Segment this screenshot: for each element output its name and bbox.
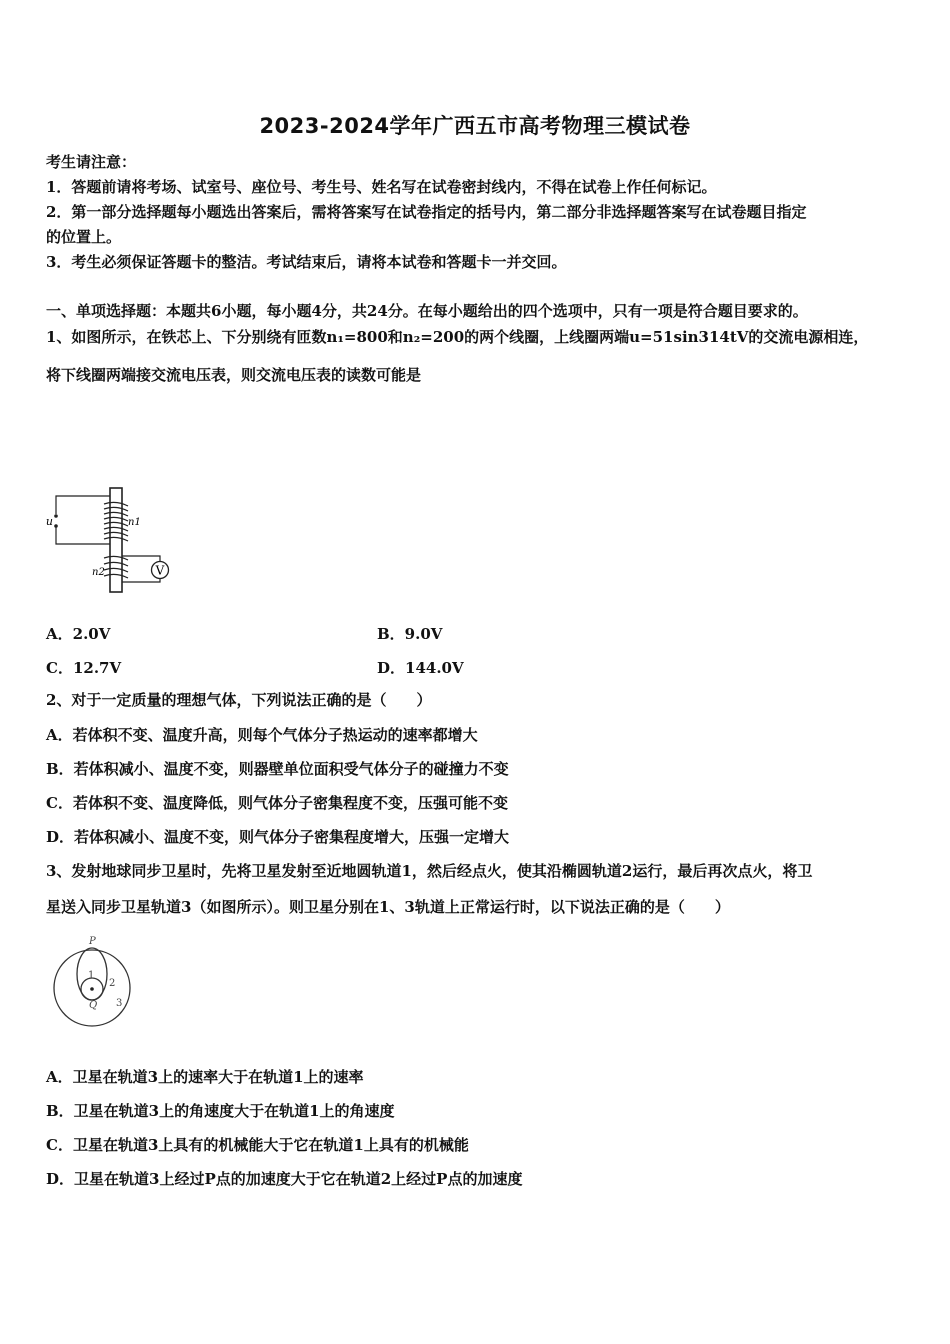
orbit-figure xyxy=(48,934,136,1032)
q1-stem: 1、如图所示，在铁芯上、下分别绕有匝数n₁=800和n₂=200的两个线圈，上线圈两端u=51sin314tV的交流电源相连， xyxy=(46,328,869,346)
notice-heading: 考生请注意： xyxy=(46,153,137,171)
q3-option-d: D．卫星在轨道3上经过P点的加速度大于它在轨道2上经过P点的加速度 xyxy=(46,1170,523,1188)
notice-item-2-cont: 的位置上。 xyxy=(46,228,122,246)
q3-stem: 3、发射地球同步卫星时，先将卫星发射至近地圆轨道1，然后经点火，使其沿椭圆轨道2运行，最后再次点火，将卫 xyxy=(46,862,813,880)
q3-option-c: C．卫星在轨道3上具有的机械能大于它在轨道1上具有的机械能 xyxy=(46,1136,469,1154)
q2-option-d: D．若体积减小、温度不变，则气体分子密集程度增大，压强一定增大 xyxy=(46,828,510,846)
secondary-coil xyxy=(104,556,128,578)
q1-option-b: B．9.0V xyxy=(377,625,443,643)
q3-option-a: A．卫星在轨道3上的速率大于在轨道1上的速率 xyxy=(46,1068,364,1086)
notice-item-3: 3．考生必须保证答题卡的整洁。考试结束后，请将本试卷和答题卡一并交回。 xyxy=(46,253,567,271)
q-label: Q xyxy=(89,1000,98,1011)
p-label: P xyxy=(89,936,96,947)
page-title: 2023-2024学年广西五市高考物理三模试卷 xyxy=(259,114,691,138)
q1-option-d: D．144.0V xyxy=(377,659,464,677)
q1-option-c: C．12.7V xyxy=(46,659,122,677)
u-label: u xyxy=(46,515,53,528)
q3-stem-cont: 星送入同步卫星轨道3（如图所示）。则卫星分别在1、3轨道上正常运行时，以下说法正确的是（ ） xyxy=(46,898,730,916)
primary-circuit xyxy=(56,496,110,544)
q1-stem-cont: 将下线圈两端接交流电压表，则交流电压表的读数可能是 xyxy=(46,366,422,384)
q2-option-c: C．若体积不变、温度降低，则气体分子密集程度不变，压强可能不变 xyxy=(46,794,508,812)
meter-label: V xyxy=(155,563,165,578)
orbit-2-label: 2 xyxy=(109,978,116,989)
primary-coil xyxy=(104,502,128,541)
q2-option-b: B．若体积减小、温度不变，则器壁单位面积受气体分子的碰撞力不变 xyxy=(46,760,509,778)
transformer-figure xyxy=(46,478,186,598)
terminal-bottom xyxy=(54,524,58,528)
notice-item-2: 2．第一部分选择题每小题选出答案后，需将答案写在试卷指定的括号内，第二部分非选择题答案写在试卷题目指定 xyxy=(46,203,807,221)
n2-label: n2 xyxy=(92,567,105,578)
terminal-top xyxy=(54,514,58,518)
orbit-1-label: 1 xyxy=(88,970,95,981)
earth-icon xyxy=(90,987,94,991)
n1-label: n1 xyxy=(128,517,141,528)
q2-option-a: A．若体积不变、温度升高，则每个气体分子热运动的速率都增大 xyxy=(46,726,478,744)
notice-item-1: 1．答题前请将考场、试室号、座位号、考生号、姓名写在试卷密封线内，不得在试卷上作任何标记。 xyxy=(46,178,717,196)
orbit-3-label: 3 xyxy=(116,998,123,1009)
section-heading: 一、单项选择题：本题共6小题，每小题4分，共24分。在每小题给出的四个选项中，只有一项是符合题目要求的。 xyxy=(46,302,808,320)
q3-option-b: B．卫星在轨道3上的角速度大于在轨道1上的角速度 xyxy=(46,1102,395,1120)
q2-stem: 2、对于一定质量的理想气体，下列说法正确的是（ ） xyxy=(46,691,432,709)
q1-option-a: A．2.0V xyxy=(46,625,111,643)
